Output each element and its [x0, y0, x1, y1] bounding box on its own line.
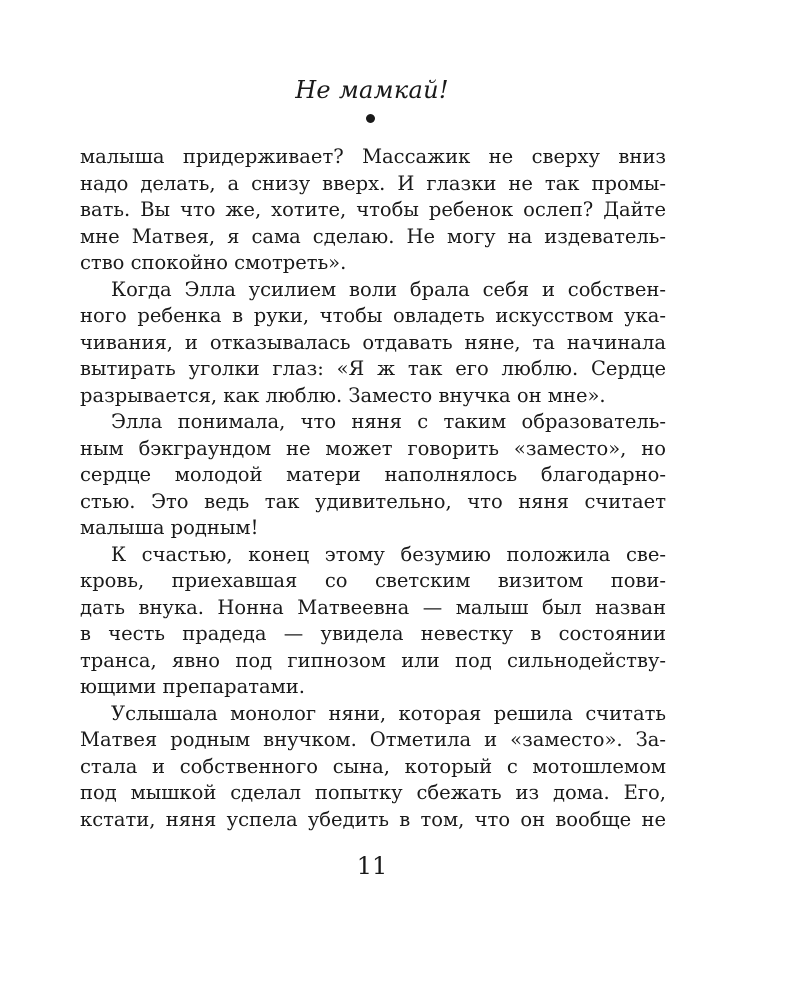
text-line: в честь прадеда — увидела невестку в состоянии [80, 622, 666, 645]
page-body [80, 144, 666, 833]
text-line: надо делать, а снизу вверх. И глазки не так промы- [80, 171, 666, 195]
running-header: Не мамкай! [295, 76, 449, 104]
text-line: дать внука. Нонна Матвеевна — малыш был назван [80, 595, 666, 619]
text-line: мне Матвея, я сама сделаю. Не могу на издеватель- [80, 224, 666, 248]
text-line: стала и собственного сына, который с мотошлемом [80, 754, 666, 778]
text-line: Услышала монолог няни, которая решила считать [111, 701, 666, 725]
text-line: Элла понимала, что няня с таким образователь- [111, 410, 666, 433]
text-line: сердце молодой матери наполнялось благодарно- [80, 463, 666, 486]
text-line: ным бэкграундом не может говорить «заместо», но [80, 436, 666, 460]
text-line: кстати, няня успела убедить в том, что он вообще не [80, 807, 666, 831]
text-line: Когда Элла усилием воли брала себя и собствен- [111, 277, 666, 301]
text-line: разрывается, как люблю. Заместо внучка он мне». [80, 383, 606, 407]
text-line: ство спокойно смотреть». [80, 251, 347, 274]
text-line: вать. Вы что же, хотите, чтобы ребенок ослеп? Дайте [80, 198, 666, 221]
text-line: ного ребенка в руки, чтобы овладеть искусством ука- [80, 304, 666, 327]
header-bullet-ornament [366, 114, 375, 123]
text-line: К счастью, конец этому безумию положила све- [111, 542, 666, 566]
text-line: чивания, и отказывалась отдавать няне, та начинала [80, 330, 666, 354]
page-number: 11 [356, 852, 388, 880]
text-line: малыша придерживает? Массажик не сверху вниз [80, 145, 666, 168]
text-line: транса, явно под гипнозом или под сильнодейству- [80, 648, 666, 672]
text-line: стью. Это ведь так удивительно, что няня считает [80, 489, 666, 513]
text-line: кровь, приехавшая со светским визитом пови- [80, 569, 666, 592]
text-line: вытирать уголки глаз: «Я ж так его люблю. Сердце [80, 357, 666, 380]
text-line: Матвея родным внучком. Отметила и «заместо». За- [80, 728, 666, 751]
text-line: ющими препаратами. [80, 675, 305, 698]
text-line: малыша родным! [80, 516, 259, 539]
text-line: под мышкой сделал попытку сбежать из дома. Его, [80, 781, 666, 804]
